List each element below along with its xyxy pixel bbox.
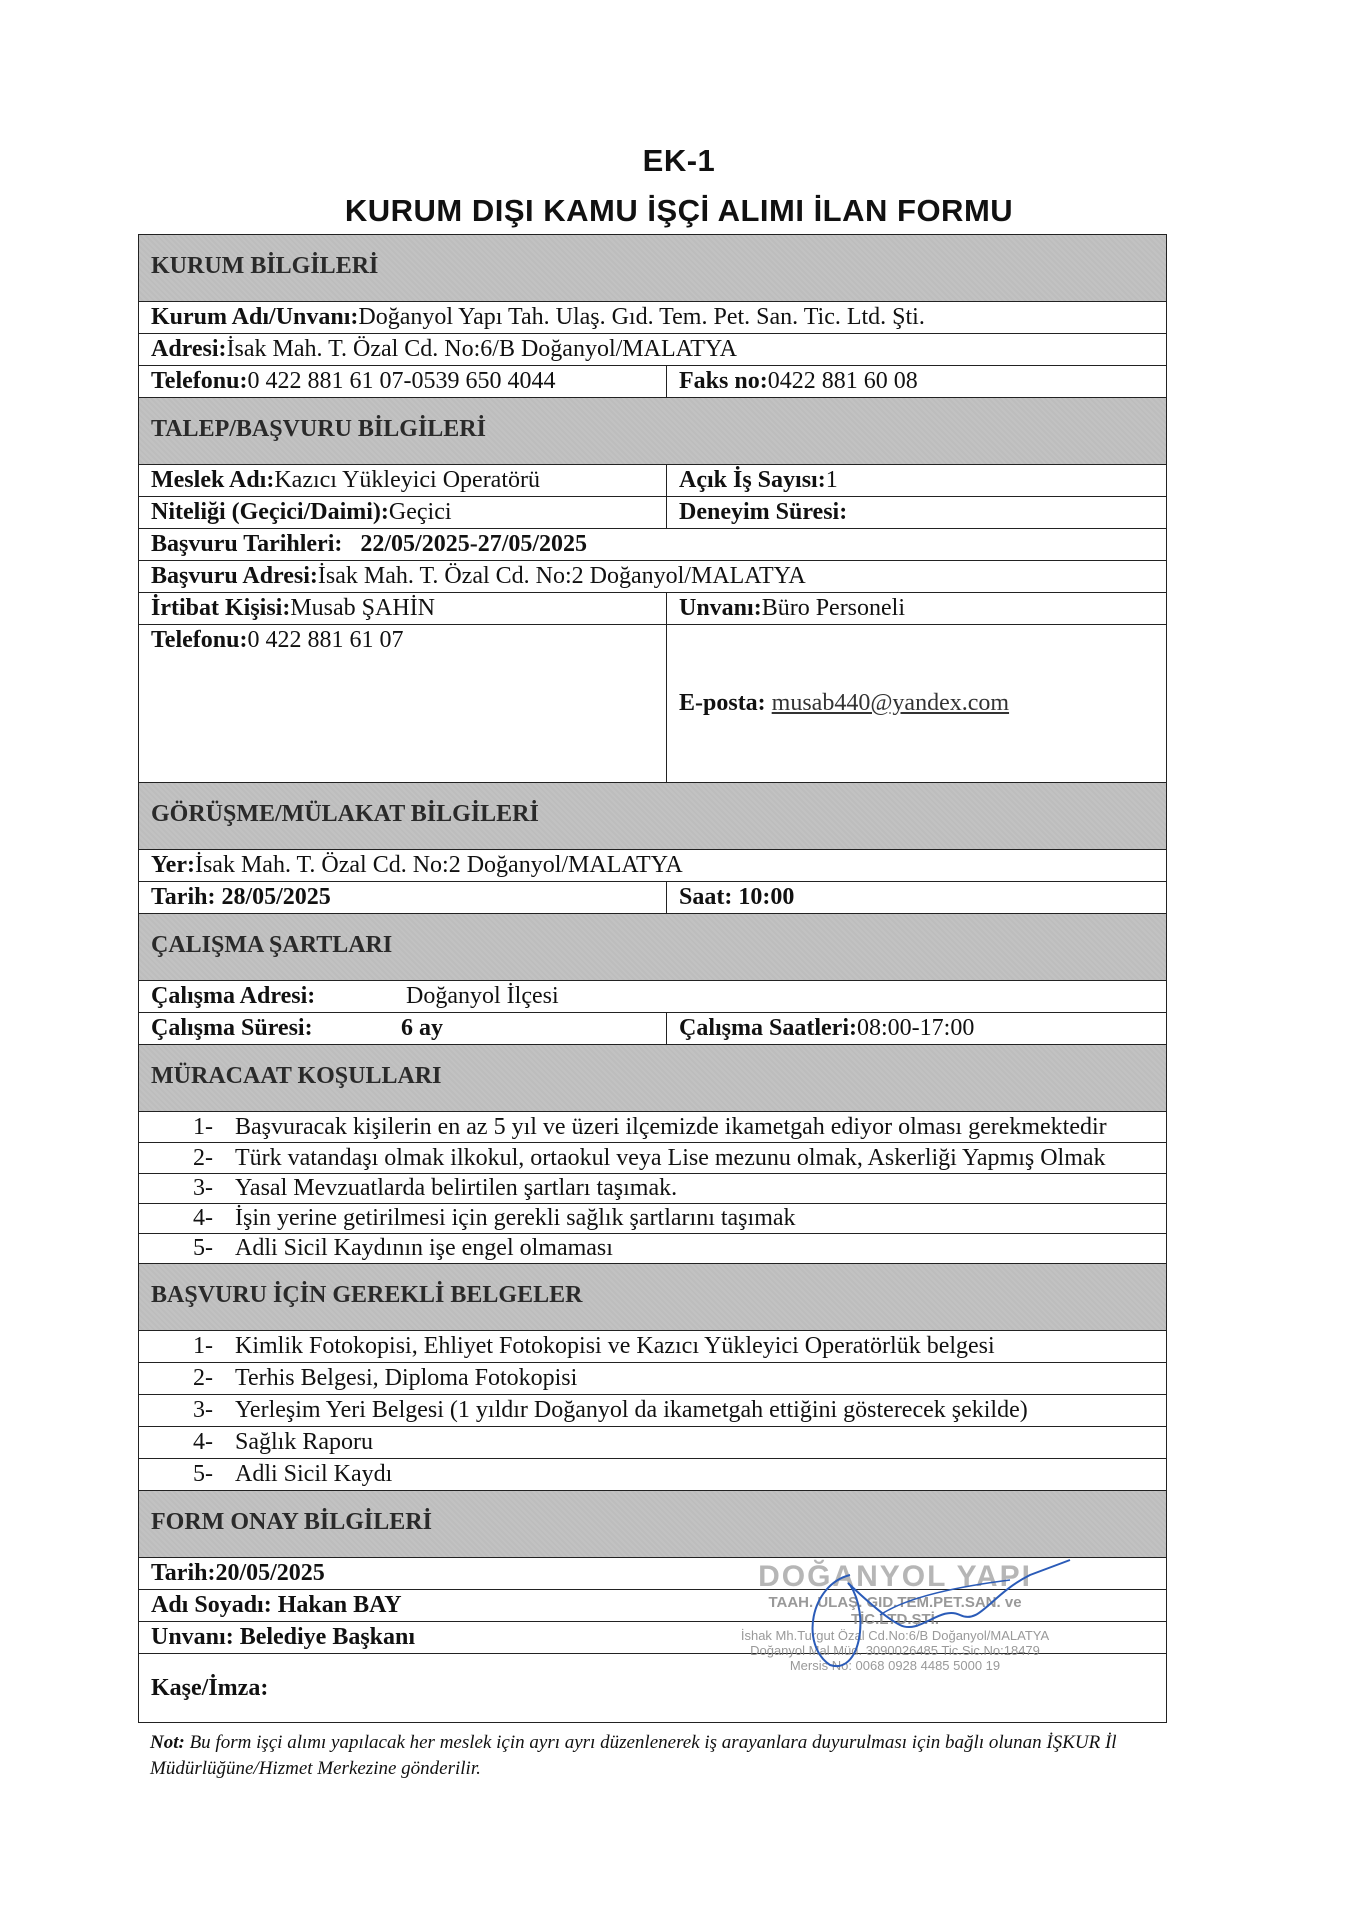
muracaat-item: 3- Yasal Mevzuatlarda belirtilen şartları taşımak.	[193, 1175, 678, 1201]
meslek-adi: Meslek Adı: Kazıcı Yükleyici Operatörü	[139, 465, 667, 496]
gorusme-yer: Yer: İsak Mah. T. Özal Cd. No:2 Doğanyol/MALATYA	[151, 852, 683, 878]
irtibat-kisisi: İrtibat Kişisi: Musab ŞAHİN	[139, 593, 667, 624]
onay-adi-soyadi: Adı Soyadı: Hakan BAY	[151, 1592, 402, 1618]
section-header-muracaat: MÜRACAAT KOŞULLARI	[139, 1045, 1166, 1112]
form-annex-number: EK-1	[642, 143, 716, 178]
section-header-talep: TALEP/BAŞVURU BİLGİLERİ	[139, 398, 1166, 465]
belge-item: 2- Terhis Belgesi, Diploma Fotokopisi	[193, 1365, 578, 1391]
section-header-kurum: KURUM BİLGİLERİ	[139, 235, 1166, 302]
belge-item: 4- Sağlık Raporu	[193, 1429, 373, 1455]
basvuru-tarihleri: Başvuru Tarihleri: 22/05/2025-27/05/2025	[151, 531, 588, 557]
kurum-faks: Faks no: 0422 881 60 08	[679, 368, 918, 394]
footnote: Not: Bu form işçi alımı yapılacak her meslek için ayrı ayrı düzenlenerek iş arayanlara duyurulması için bağlı olunan İŞKUR İl Müdürlüğüne/Hizmet Merkezine gönderilir.	[150, 1732, 1117, 1779]
belge-item: 3- Yerleşim Yeri Belgesi (1 yıldır Doğanyol da ikametgah ettiğini gösterecek şekilde)	[193, 1397, 1028, 1423]
company-stamp: DOĞANYOL YAPI TAAH. ULAŞ. GID.TEM.PET.SAN. ve TİC.LTD.ŞTİ. İshak Mh.Turgut Özal Cd.No:6/B Doğanyol/MALATYA Doğanyol Mal Müd. 3090026485 Tic.Sic.No:18479 Mersis No: 0068 0928 4485 5000 19	[740, 1560, 1050, 1673]
kase-imza: Kaşe/İmza:	[151, 1674, 269, 1701]
section-header-onay: FORM ONAY BİLGİLERİ	[139, 1491, 1166, 1558]
muracaat-item: 4- İşin yerine getirilmesi için gerekli sağlık şartlarını taşımak	[193, 1205, 796, 1231]
deneyim-suresi: Deneyim Süresi:	[679, 499, 848, 525]
section-header-gorusme: GÖRÜŞME/MÜLAKAT BİLGİLERİ	[139, 783, 1166, 850]
calisma-saatleri: Çalışma Saatleri: 08:00-17:00	[679, 1015, 975, 1041]
niteligi: Niteliği (Geçici/Daimi): Geçici	[139, 497, 667, 528]
basvuru-adresi: Başvuru Adresi: İsak Mah. T. Özal Cd. No:2 Doğanyol/MALATYA	[151, 563, 806, 589]
signature	[790, 1555, 1090, 1675]
muracaat-item: 2- Türk vatandaşı olmak ilkokul, ortaokul veya Lise mezunu olmak, Askerliği Yapmış Olmak	[193, 1144, 1106, 1171]
irtibat-unvani: Unvanı: Büro Personeli	[679, 595, 906, 621]
kurum-telefon: Telefonu: 0 422 881 61 07-0539 650 4044	[139, 366, 667, 397]
onay-tarih: Tarih:20/05/2025	[151, 1560, 325, 1586]
calisma-suresi: Çalışma Süresi: 6 ay	[139, 1013, 667, 1044]
gorusme-saat: Saat: 10:00	[679, 884, 795, 910]
form-table	[138, 234, 1167, 1723]
form-title: KURUM DIŞI KAMU İŞÇİ ALIMI İLAN FORMU	[344, 193, 1014, 228]
kurum-adres: Adresi: İsak Mah. T. Özal Cd. No:6/B Doğanyol/MALATYA	[151, 336, 737, 362]
section-header-calisma: ÇALIŞMA ŞARTLARI	[139, 914, 1166, 981]
muracaat-item: 1- Başvuracak kişilerin en az 5 yıl ve üzeri ilçemizde ikametgah ediyor olması gerekmektedir	[193, 1113, 1107, 1140]
email-link[interactable]: musab440@yandex.com	[771, 690, 1010, 716]
belge-item: 1- Kimlik Fotokopisi, Ehliyet Fotokopisi ve Kazıcı Yükleyici Operatörlük belgesi	[193, 1333, 995, 1359]
belge-item: 5- Adli Sicil Kaydı	[193, 1461, 393, 1487]
section-header-belgeler: BAŞVURU İÇİN GEREKLİ BELGELER	[139, 1264, 1166, 1331]
onay-unvani: Unvanı: Belediye Başkanı	[151, 1624, 416, 1650]
acik-is-sayisi: Açık İş Sayısı: 1	[679, 467, 838, 493]
irtibat-telefon: Telefonu: 0 422 881 61 07	[139, 625, 667, 782]
gorusme-tarih: Tarih: 28/05/2025	[139, 882, 667, 913]
kurum-adi: Kurum Adı/Unvanı: Doğanyol Yapı Tah. Ulaş. Gıd. Tem. Pet. San. Tic. Ltd. Şti.	[151, 304, 925, 330]
muracaat-item: 5- Adli Sicil Kaydının işe engel olmaması	[193, 1235, 613, 1261]
calisma-adresi: Çalışma Adresi: Doğanyol İlçesi	[151, 983, 559, 1009]
irtibat-eposta: E-posta: musab440@yandex.com	[679, 690, 1010, 716]
